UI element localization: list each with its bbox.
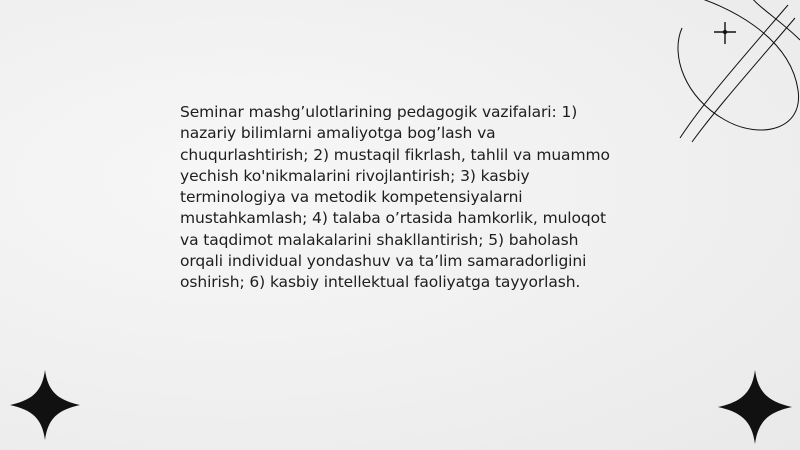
four-point-star-icon bbox=[718, 370, 792, 444]
slide-body-text: Seminar mashg’ulotlarining pedagogik vazifalari: 1) nazariy bilimlarni amaliyotga bog’lash va chuqurlashtirish; 2) mustaqil fikrlash, tahlil va muammo yechish ko'nikmalarini rivojlantirish; 3) kasbiy terminologiya va metodik kompetensiyalarni mustahkamlash; 4) talaba o’rtasida hamkorlik, muloqot va taqdimot malakalarini shakllantirish; 5) baholash orqali individual yondashuv va ta’lim samaradorligini oshirish; 6) kasbiy intellektual faoliyatga tayyorlash. bbox=[180, 103, 610, 292]
four-point-star-icon bbox=[10, 370, 80, 440]
orbit-lines-icon bbox=[670, 0, 800, 145]
